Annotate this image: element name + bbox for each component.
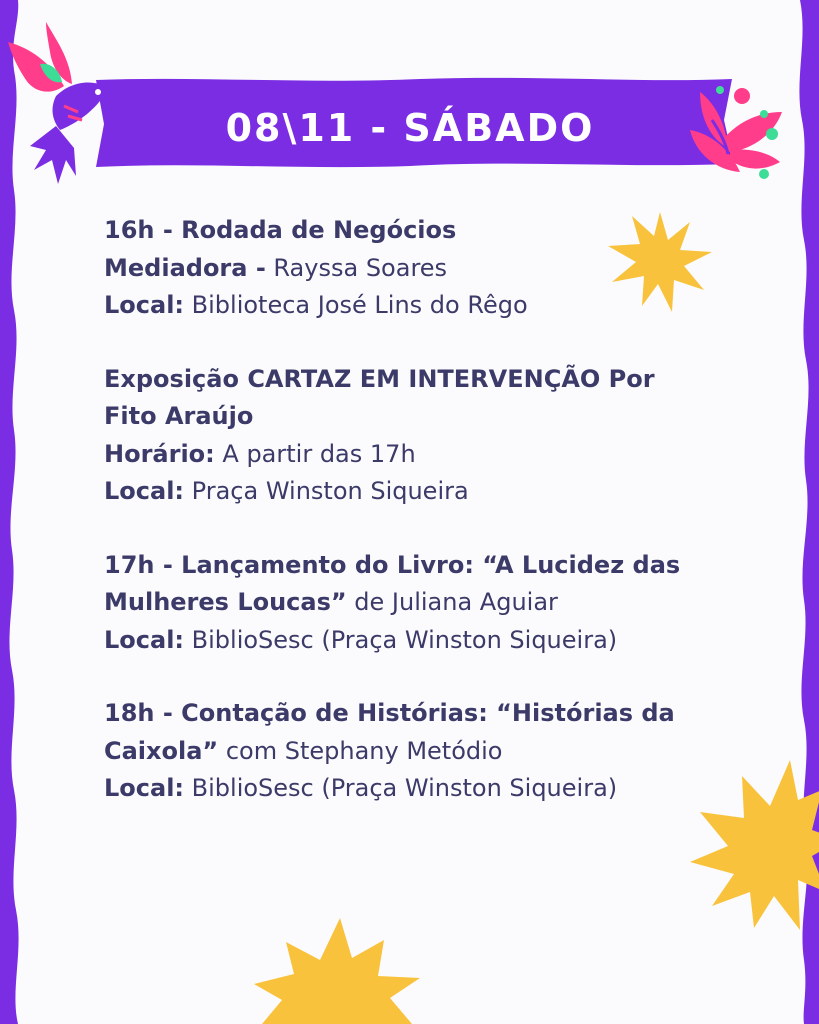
event-item [104, 212, 724, 325]
event-title: 17h - Lançamento do Livro: “A Lucidez das [104, 550, 681, 579]
location-value: Praça Winston Siqueira [184, 477, 469, 505]
location-label: Local: [104, 477, 185, 505]
event-title-bold: Caixola” [104, 736, 219, 765]
event-location [104, 287, 724, 325]
time-value: A partir das 17h [214, 439, 416, 468]
event-author: de Juliana Aguiar [346, 588, 558, 616]
event-title: 16h - Rodada de Negócios [104, 216, 457, 244]
event-location [104, 622, 724, 660]
event-item [104, 695, 724, 808]
event-title-cont [104, 733, 724, 771]
location-value: Biblioteca José Lins do Rêgo [184, 291, 528, 319]
mediator-label: Mediadora - [104, 253, 266, 282]
event-mediator [104, 250, 724, 288]
location-label: Local: [104, 291, 185, 319]
event-location [104, 770, 724, 808]
event-title-bold: Mulheres Loucas” [104, 588, 347, 616]
location-label: Local: [104, 774, 185, 802]
location-label: Local: [104, 625, 185, 654]
event-item [104, 361, 724, 511]
event-author: com Stephany Metódio [218, 736, 503, 765]
event-title: Exposição CARTAZ EM INTERVENÇÃO Por [104, 364, 655, 393]
event-title-cont [104, 584, 724, 622]
time-label: Horário: [104, 439, 215, 468]
page-title: 08\11 - SÁBADO [225, 106, 595, 150]
event-item [104, 547, 724, 660]
event-time [104, 436, 724, 474]
event-title: 18h - Contação de Histórias: “Histórias da [104, 699, 675, 727]
location-value: BiblioSesc (Praça Winston Siqueira) [184, 774, 618, 802]
event-list [104, 212, 724, 844]
location-value: BiblioSesc (Praça Winston Siqueira) [184, 625, 618, 654]
event-location [104, 473, 724, 511]
event-title-cont: Fito Araújo [104, 402, 254, 430]
mediator-value: Rayssa Soares [265, 253, 448, 282]
